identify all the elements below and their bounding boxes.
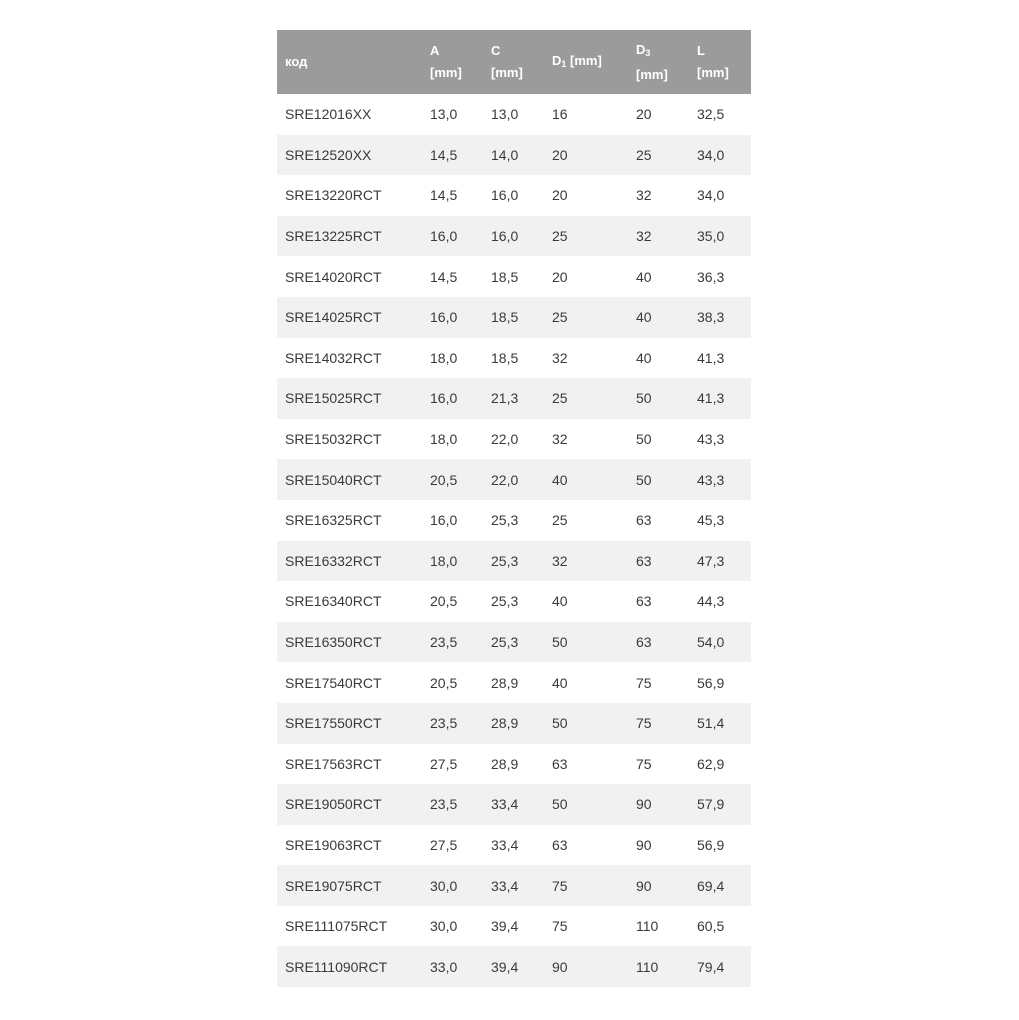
a-cell: 16,0 [430, 512, 458, 529]
d1-cell: 40 [552, 674, 568, 691]
table-row [277, 744, 751, 785]
a-cell: 23,5 [430, 634, 458, 651]
table-row [277, 459, 751, 500]
d3-cell: 50 [636, 431, 652, 448]
l-cell: 43,3 [697, 471, 725, 488]
d1-cell: 75 [552, 918, 568, 935]
a-cell: 16,0 [430, 309, 458, 326]
table-row [277, 500, 751, 541]
code-cell: SRE15040RCT [285, 471, 382, 488]
a-cell: 13,0 [430, 106, 458, 123]
d1-cell: 50 [552, 715, 568, 732]
a-cell: 18,0 [430, 349, 458, 366]
a-cell: 14,5 [430, 187, 458, 204]
c-cell: 14,0 [491, 146, 519, 163]
d1-cell: 63 [552, 836, 568, 853]
d1-cell: 20 [552, 268, 568, 285]
c-cell: 39,4 [491, 918, 519, 935]
d1-cell: 50 [552, 634, 568, 651]
code-cell: SRE111075RCT [285, 918, 388, 935]
d3-cell: 63 [636, 634, 652, 651]
d1-cell: 75 [552, 877, 568, 894]
d3-cell: 75 [636, 715, 652, 732]
l-cell: 62,9 [697, 755, 725, 772]
code-cell: SRE19075RCT [285, 877, 382, 894]
table-row [277, 541, 751, 582]
d1-cell: 16 [552, 106, 568, 123]
code-cell: SRE15032RCT [285, 431, 382, 448]
c-cell: 18,5 [491, 309, 519, 326]
table-row [277, 297, 751, 338]
d1-cell: 50 [552, 796, 568, 813]
table-row [277, 622, 751, 663]
c-cell: 18,5 [491, 349, 519, 366]
table-header [277, 30, 751, 94]
c-cell: 21,3 [491, 390, 519, 407]
c-cell: 28,9 [491, 715, 519, 732]
header-code: код [285, 54, 308, 69]
d3-cell: 25 [636, 146, 652, 163]
a-cell: 14,5 [430, 146, 458, 163]
code-cell: SRE14020RCT [285, 268, 382, 285]
header-d1: $D_1$ [mm] [552, 52, 602, 69]
d3-cell: 50 [636, 471, 652, 488]
d1-cell: 32 [552, 431, 568, 448]
code-cell: SRE13220RCT [285, 187, 382, 204]
d1-cell: 25 [552, 512, 568, 529]
d1-cell: 25 [552, 390, 568, 407]
l-cell: 45,3 [697, 512, 725, 529]
d1-cell: 32 [552, 552, 568, 569]
a-cell: 30,0 [430, 918, 458, 935]
d3-cell: 20 [636, 106, 652, 123]
table-row [277, 94, 751, 135]
code-cell: SRE14025RCT [285, 309, 382, 326]
c-cell: 25,3 [491, 634, 519, 651]
code-cell: SRE16332RCT [285, 552, 382, 569]
c-cell: 28,9 [491, 755, 519, 772]
c-cell: 39,4 [491, 958, 519, 975]
l-cell: 51,4 [697, 715, 725, 732]
a-cell: 20,5 [430, 674, 458, 691]
code-cell: SRE17550RCT [285, 715, 382, 732]
d3-cell: 40 [636, 268, 652, 285]
c-cell: 33,4 [491, 836, 519, 853]
code-cell: SRE19050RCT [285, 796, 382, 813]
d3-cell: 90 [636, 836, 652, 853]
l-cell: 38,3 [697, 309, 725, 326]
code-cell: SRE12016XX [285, 106, 372, 123]
d3-cell: 32 [636, 228, 652, 245]
l-cell: 32,5 [697, 106, 725, 123]
d1-cell: 25 [552, 228, 568, 245]
l-cell: 69,4 [697, 877, 725, 894]
code-cell: SRE17563RCT [285, 755, 382, 772]
code-cell: SRE19063RCT [285, 836, 382, 853]
table-row [277, 946, 751, 987]
table-body [277, 94, 751, 987]
a-cell: 18,0 [430, 431, 458, 448]
a-cell: 33,0 [430, 958, 458, 975]
table-row [277, 216, 751, 257]
code-cell: SRE111090RCT [285, 958, 388, 975]
table-row [277, 662, 751, 703]
table-row [277, 865, 751, 906]
c-cell: 22,0 [491, 431, 519, 448]
l-cell: 56,9 [697, 836, 725, 853]
c-cell: 25,3 [491, 552, 519, 569]
l-cell: 56,9 [697, 674, 725, 691]
d1-cell: 90 [552, 958, 568, 975]
d1-cell: 40 [552, 471, 568, 488]
d3-cell: 40 [636, 309, 652, 326]
table-row [277, 825, 751, 866]
d3-cell: 75 [636, 674, 652, 691]
a-cell: 23,5 [430, 715, 458, 732]
c-cell: 33,4 [491, 796, 519, 813]
header-l: L [mm] [697, 43, 729, 80]
d3-cell: 63 [636, 512, 652, 529]
table-row [277, 135, 751, 176]
table-row [277, 419, 751, 460]
l-cell: 36,3 [697, 268, 725, 285]
d3-cell: 50 [636, 390, 652, 407]
c-cell: 16,0 [491, 187, 519, 204]
d3-cell: 40 [636, 349, 652, 366]
l-cell: 41,3 [697, 349, 725, 366]
d3-cell: 110 [636, 958, 659, 975]
c-cell: 13,0 [491, 106, 519, 123]
d3-cell: 32 [636, 187, 652, 204]
d3-cell: 90 [636, 796, 652, 813]
code-cell: SRE16340RCT [285, 593, 382, 610]
l-cell: 43,3 [697, 431, 725, 448]
code-cell: SRE15025RCT [285, 390, 382, 407]
header-c: C [mm] [491, 43, 523, 80]
a-cell: 30,0 [430, 877, 458, 894]
l-cell: 79,4 [697, 958, 725, 975]
code-cell: SRE12520XX [285, 146, 372, 163]
d3-cell: 110 [636, 918, 659, 935]
header-a: A [mm] [430, 43, 462, 80]
code-cell: SRE16350RCT [285, 634, 382, 651]
c-cell: 18,5 [491, 268, 519, 285]
a-cell: 20,5 [430, 593, 458, 610]
a-cell: 20,5 [430, 471, 458, 488]
c-cell: 33,4 [491, 877, 519, 894]
code-cell: SRE17540RCT [285, 674, 382, 691]
header-d3: $D_3$ [mm] [636, 41, 668, 82]
table-row [277, 784, 751, 825]
d1-cell: 25 [552, 309, 568, 326]
header-row [277, 30, 751, 94]
d1-cell: 20 [552, 146, 568, 163]
l-cell: 54,0 [697, 634, 725, 651]
table-row [277, 906, 751, 947]
c-cell: 25,3 [491, 512, 519, 529]
d3-cell: 63 [636, 552, 652, 569]
c-cell: 16,0 [491, 228, 519, 245]
table-row [277, 256, 751, 297]
c-cell: 22,0 [491, 471, 519, 488]
a-cell: 27,5 [430, 836, 458, 853]
l-cell: 47,3 [697, 552, 725, 569]
l-cell: 34,0 [697, 146, 725, 163]
l-cell: 44,3 [697, 593, 725, 610]
code-cell: SRE16325RCT [285, 512, 382, 529]
table-row [277, 581, 751, 622]
l-cell: 41,3 [697, 390, 725, 407]
d3-cell: 63 [636, 593, 652, 610]
c-cell: 28,9 [491, 674, 519, 691]
d1-cell: 40 [552, 593, 568, 610]
spec-table [277, 30, 751, 987]
a-cell: 23,5 [430, 796, 458, 813]
l-cell: 34,0 [697, 187, 725, 204]
l-cell: 35,0 [697, 228, 725, 245]
code-cell: SRE13225RCT [285, 228, 382, 245]
d3-cell: 75 [636, 755, 652, 772]
l-cell: 60,5 [697, 918, 725, 935]
l-cell: 57,9 [697, 796, 725, 813]
table-row [277, 378, 751, 419]
a-cell: 27,5 [430, 755, 458, 772]
table-row [277, 338, 751, 379]
table-row [277, 703, 751, 744]
d1-cell: 32 [552, 349, 568, 366]
a-cell: 16,0 [430, 390, 458, 407]
a-cell: 18,0 [430, 552, 458, 569]
a-cell: 14,5 [430, 268, 458, 285]
table-row [277, 175, 751, 216]
code-cell: SRE14032RCT [285, 349, 382, 366]
d1-cell: 20 [552, 187, 568, 204]
c-cell: 25,3 [491, 593, 519, 610]
d1-cell: 63 [552, 755, 568, 772]
a-cell: 16,0 [430, 228, 458, 245]
d3-cell: 90 [636, 877, 652, 894]
